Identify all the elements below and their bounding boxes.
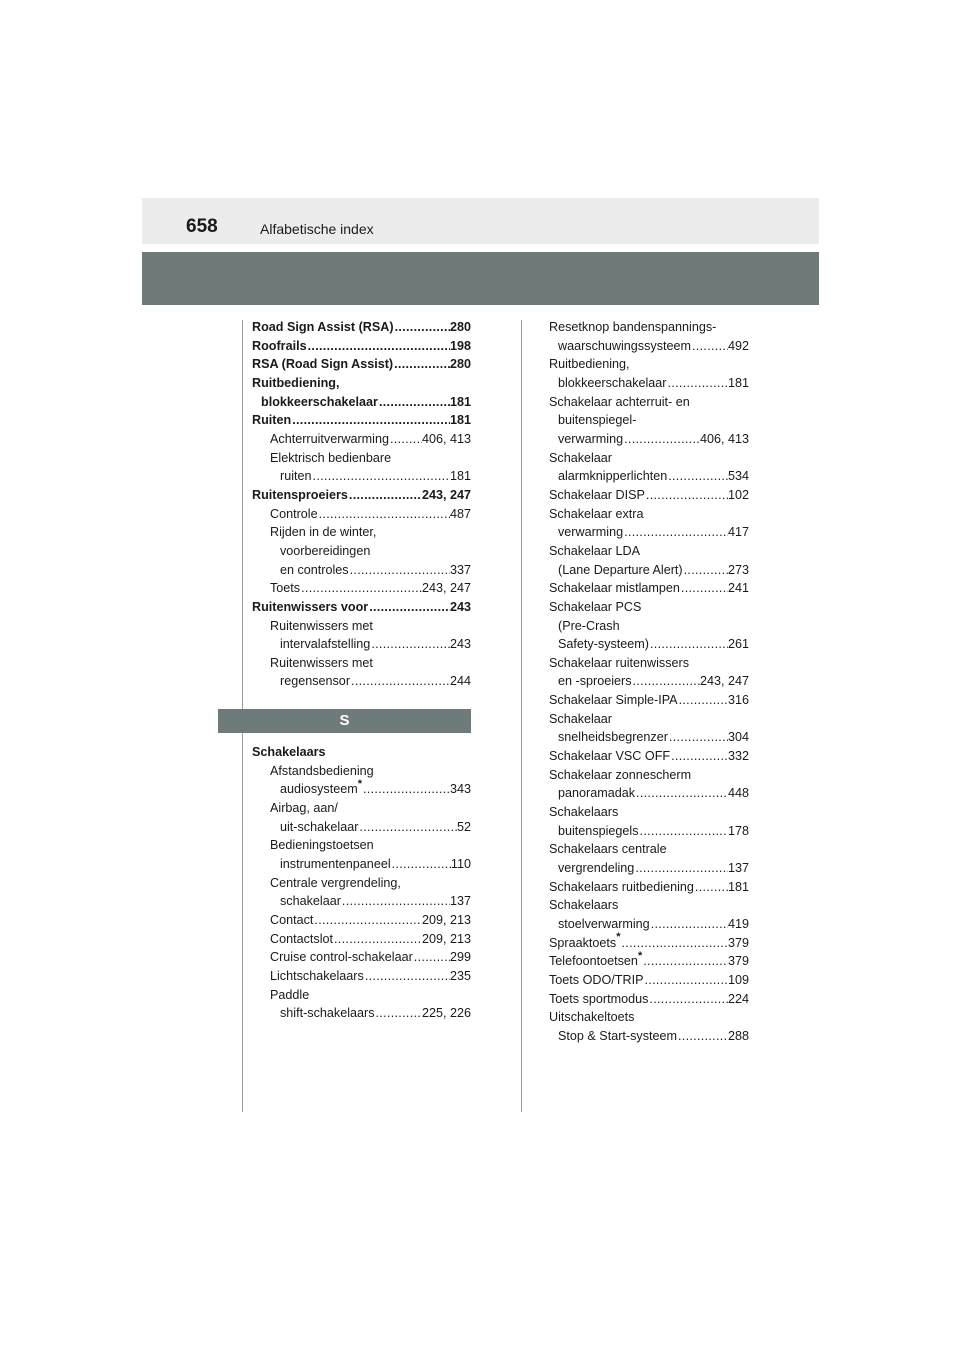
index-subentry-label: Afstandsbediening: [270, 763, 374, 778]
index-entry: Toets sportmodus ..... 224: [549, 990, 749, 1009]
page-ref: 288: [727, 1028, 749, 1043]
index-subentry: audiosysteem* ..... 343: [252, 780, 471, 799]
index-subentry-label: Rijden in de winter,: [270, 525, 377, 540]
page-ref: 280: [449, 320, 471, 334]
index-entry-label: Schakelaar achterruit- en: [549, 394, 690, 409]
index-entry: verwarming ..... 406, 413: [549, 430, 749, 449]
index-subentry-label: Airbag, aan/: [270, 801, 338, 816]
page-ref: 235: [449, 969, 471, 983]
index-entry-label: Schakelaar LDA: [549, 543, 641, 558]
header-band: [142, 252, 819, 305]
index-subentry: Cruise control-schakelaar ..... 299: [252, 948, 471, 967]
page-ref: 534: [727, 469, 749, 484]
index-entry: Roofrails ..... 198: [252, 337, 471, 356]
index-entry: vergrendeling ..... 137: [549, 859, 749, 878]
index-entry: en -sproeiers ..... 243, 247: [549, 672, 749, 691]
index-subentry: Controle ..... 487: [252, 505, 471, 524]
index-subentry-label: voorbereidingen: [280, 543, 371, 558]
index-entry: buitenspiegels ..... 178: [549, 822, 749, 841]
page-ref: 448: [727, 786, 749, 801]
page-ref: 225, 226: [421, 1006, 471, 1021]
index-entry: waarschuwingssysteem ..... 492: [549, 337, 749, 356]
index-subentry-label: Paddle: [270, 987, 310, 1002]
index-column-right: [549, 318, 749, 1046]
page-ref: 379: [727, 954, 749, 969]
index-entry: Stop & Start-systeem ..... 288: [549, 1027, 749, 1046]
page-ref: 243, 247: [421, 487, 471, 502]
index-entry: panoramadak ..... 448: [549, 784, 749, 803]
index-subentry-label: Centrale vergrendeling,: [270, 875, 401, 890]
index-entry: Telefoontoetsen* ..... 379: [549, 952, 749, 971]
center-divider: [521, 320, 522, 1112]
page-ref: 487: [449, 506, 471, 521]
index-entry: (Lane Departure Alert) ..... 273: [549, 561, 749, 580]
page-ref: 280: [449, 357, 471, 372]
footnote-star: *: [616, 931, 621, 944]
index-entry-label: Schakelaar: [549, 450, 613, 465]
index-entry: blokkeerschakelaar ..... 181: [549, 374, 749, 393]
page-ref: 181: [727, 879, 749, 894]
index-entry-label: Resetknop bandenspannings-: [549, 320, 717, 334]
index-entry-label: (Pre-Crash: [558, 618, 620, 633]
page-ref: 110: [450, 857, 471, 872]
index-entry: alarmknipperlichten ..... 534: [549, 467, 749, 486]
index-entry-label: buitenspiegel-: [558, 413, 637, 428]
page-ref: 209, 213: [421, 931, 471, 946]
page-ref: 337: [449, 562, 471, 577]
page-ref: 137: [727, 861, 749, 876]
index-entry: blokkeerschakelaar ..... 181: [252, 393, 471, 412]
index-column-left: [252, 318, 471, 1023]
index-entry: RSA (Road Sign Assist) ..... 280: [252, 355, 471, 374]
page-ref: 332: [727, 749, 749, 764]
page-ref: 419: [727, 917, 749, 931]
page-ref: 299: [449, 950, 471, 965]
page-ref: 417: [727, 525, 749, 540]
index-subentry: instrumentenpaneel ..... 110: [252, 855, 471, 874]
index-subentry: Contactslot ..... 209, 213: [252, 930, 471, 949]
index-entry-label: Schakelaar zonnescherm: [549, 767, 692, 782]
index-subentry: Contact ..... 209, 213: [252, 911, 471, 930]
page-ref: 243, 247: [421, 581, 471, 596]
page-ref: 492: [727, 338, 749, 353]
index-entry: Schakelaar DISP ..... 102: [549, 486, 749, 505]
index-subentry-label: Elektrisch bedienbare: [270, 450, 392, 465]
index-entry: Road Sign Assist (RSA) ..... 280: [252, 318, 471, 337]
page-ref: 178: [727, 823, 749, 838]
index-entry: Ruiten ..... 181: [252, 411, 471, 430]
index-subentry: Toets ..... 243, 247: [252, 579, 471, 598]
page-ref: 379: [727, 935, 749, 950]
index-subentry-label: Bedieningstoetsen: [270, 838, 374, 853]
footnote-star: *: [357, 778, 362, 791]
page-ref: 316: [727, 693, 749, 708]
index-subentry: schakelaar ..... 137: [252, 892, 471, 911]
index-entry-label: Schakelaar: [549, 711, 613, 726]
page-ref: 181: [449, 413, 471, 428]
page-number: 658: [186, 216, 218, 237]
index-entry-label: Schakelaars: [549, 898, 619, 913]
index-entry: stoelverwarming ..... 419: [549, 915, 749, 934]
index-entry: Toets ODO/TRIP ..... 109: [549, 971, 749, 990]
letter-heading-s: S: [218, 709, 471, 733]
page-ref: 304: [727, 730, 749, 745]
index-entry-label: Uitschakeltoets: [549, 1010, 635, 1025]
page-ref: 406, 413: [421, 431, 471, 446]
page-ref: 137: [449, 894, 471, 909]
index-entry-label: Schakelaar extra: [549, 506, 644, 521]
index-entry: Schakelaars ruitbediening ..... 181: [549, 878, 749, 897]
index-entry-label: Schakelaars centrale: [549, 842, 667, 857]
index-entry: Schakelaar Simple-IPA ..... 316: [549, 691, 749, 710]
index-entry-label: Schakelaars: [549, 805, 619, 820]
index-entry: Safety-systeem) ..... 261: [549, 635, 749, 654]
page-ref: 244: [449, 674, 471, 689]
page-ref: 109: [727, 972, 749, 987]
page-ref: 198: [449, 338, 471, 353]
index-subentry: uit-schakelaar ..... 52: [252, 818, 471, 837]
index-entry: verwarming ..... 417: [549, 523, 749, 542]
index-subentry: en controles ..... 337: [252, 561, 471, 580]
page-ref: 102: [727, 487, 749, 502]
index-entry-label: Ruitbediening,: [549, 357, 630, 372]
index-entry-label: Schakelaar PCS: [549, 599, 642, 614]
index-entry: Schakelaar VSC OFF ..... 332: [549, 747, 749, 766]
index-subentry: ruiten ..... 181: [252, 467, 471, 486]
page-ref: 343: [449, 782, 471, 797]
page-ref: 261: [727, 637, 749, 652]
page-ref: 241: [727, 581, 749, 596]
index-entry: Ruitenwissers voor ..... 243: [252, 598, 471, 617]
page-ref: 406, 413: [699, 431, 749, 446]
page-ref: 181: [449, 394, 471, 409]
page-ref: 209, 213: [421, 913, 471, 928]
index-subentry: shift-schakelaars ..... 225, 226: [252, 1004, 471, 1023]
page-ref: 224: [727, 991, 749, 1006]
index-subentry: regensensor ..... 244: [252, 672, 471, 691]
index-entry: Spraaktoets* ..... 379: [549, 934, 749, 953]
section-title: Alfabetische index: [260, 221, 374, 237]
page-ref: 52: [456, 819, 471, 834]
page-ref: 243: [449, 637, 471, 652]
page-ref: 273: [727, 562, 749, 577]
page-ref: 243, 247: [699, 674, 749, 689]
index-subentry-label: Ruitenwissers met: [270, 618, 373, 633]
index-entry-label: Schakelaar ruitenwissers: [549, 655, 689, 670]
index-entry-label: Schakelaars: [252, 745, 326, 760]
index-subentry: intervalafstelling ..... 243: [252, 635, 471, 654]
index-entry: Schakelaar mistlampen ..... 241: [549, 579, 749, 598]
page-ref: 181: [449, 469, 471, 484]
index-entry: Ruitensproeiers ..... 243, 247: [252, 486, 471, 505]
index-subentry-label: Ruitenwissers met: [270, 655, 373, 670]
header-bar: [142, 198, 819, 244]
page-ref: 181: [727, 375, 749, 390]
page-ref: 243: [449, 599, 471, 614]
index-subentry: Lichtschakelaars ..... 235: [252, 967, 471, 986]
index-entry: snelheidsbegrenzer ..... 304: [549, 728, 749, 747]
index-entry-label: Ruitbediening,: [252, 375, 340, 390]
index-subentry: Achterruitverwarming ..... 406, 413: [252, 430, 471, 449]
footnote-star: *: [637, 950, 643, 963]
